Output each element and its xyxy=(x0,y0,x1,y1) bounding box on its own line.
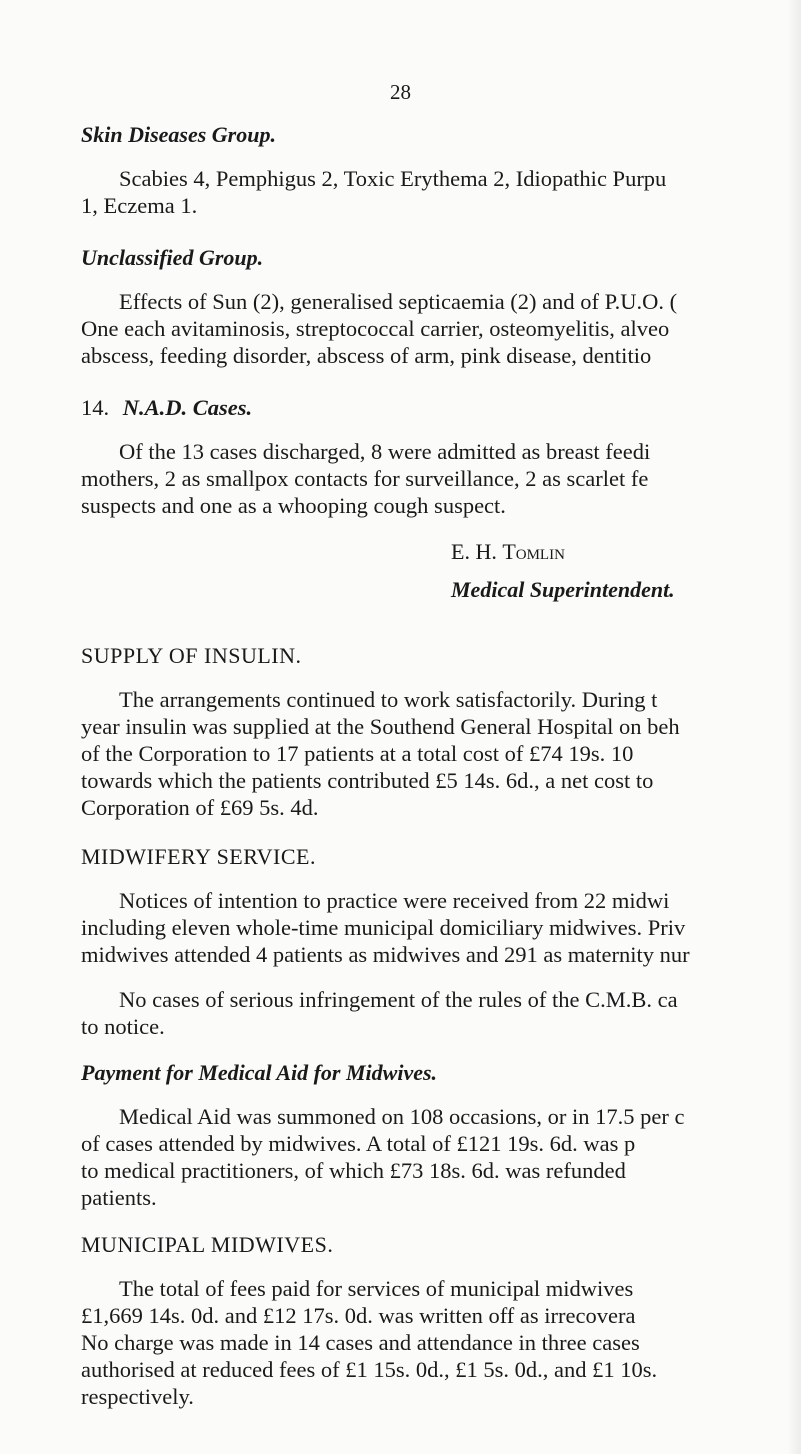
midwifery-line-2: including eleven whole-time municipal domiciliary midwives. Priv xyxy=(81,915,686,940)
insulin-line-3: of the Corporation to 17 patients at a total cost of £74 19s. 10 xyxy=(81,741,634,766)
nad-line-3: suspects and one as a whooping cough suspect. xyxy=(81,493,506,518)
unclassified-line-1: Effects of Sun (2), generalised septicaemia (2) and of P.U.O. ( xyxy=(119,289,678,314)
nad-heading-number: 14. xyxy=(81,395,110,420)
midwifery-line-3: midwives attended 4 patients as midwives and 291 as maternity nur xyxy=(81,942,690,967)
nad-line-1: Of the 13 cases discharged, 8 were admitted as breast feedi xyxy=(119,439,651,464)
insulin-heading: SUPPLY OF INSULIN. xyxy=(81,643,302,668)
skin-line-2: 1, Eczema 1. xyxy=(81,193,198,218)
unclassified-line-2: One each avitaminosis, streptococcal carrier, osteomyelitis, alveo xyxy=(81,316,670,341)
municipal-heading: MUNICIPAL MIDWIVES. xyxy=(81,1232,334,1257)
signature-name xyxy=(451,539,565,565)
municipal-line-2: £1,669 14s. 0d. and £12 17s. 0d. was written off as irrecovera xyxy=(81,1303,636,1328)
insulin-line-5: Corporation of £69 5s. 4d. xyxy=(81,795,319,820)
insulin-line-4: towards which the patients contributed £5 14s. 6d., a net cost to xyxy=(81,768,654,793)
payment-line-4: patients. xyxy=(81,1185,157,1210)
municipal-line-4: authorised at reduced fees of £1 15s. 0d., £1 5s. 0d., and £1 10s. xyxy=(81,1357,658,1382)
payment-heading: Payment for Medical Aid for Midwives. xyxy=(81,1060,438,1085)
municipal-line-5: respectively. xyxy=(81,1384,194,1409)
payment-line-3: to medical practitioners, of which £73 18s. 6d. was refunded xyxy=(81,1158,626,1183)
skin-line-1: Scabies 4, Pemphigus 2, Toxic Erythema 2, Idiopathic Purpu xyxy=(119,166,667,191)
page-number: 28 xyxy=(390,80,411,104)
signature-title: Medical Superintendent. xyxy=(451,577,675,602)
municipal-line-1: The total of fees paid for services of municipal midwives xyxy=(119,1276,634,1301)
payment-line-2: of cases attended by midwives. A total of £121 19s. 6d. was p xyxy=(81,1131,636,1156)
midwifery-line-4: No cases of serious infringement of the rules of the C.M.B. ca xyxy=(119,987,678,1012)
nad-heading-row xyxy=(81,395,252,421)
insulin-line-1: The arrangements continued to work satisfactorily. During t xyxy=(119,687,658,712)
unclassified-heading: Unclassified Group. xyxy=(81,245,264,270)
unclassified-line-3: abscess, feeding disorder, abscess of arm, pink disease, dentitio xyxy=(81,343,652,368)
payment-line-1: Medical Aid was summoned on 108 occasions, or in 17.5 per c xyxy=(119,1104,685,1129)
skin-diseases-heading: Skin Diseases Group. xyxy=(81,122,276,147)
midwifery-heading: MIDWIFERY SERVICE. xyxy=(81,844,316,869)
signature-initials: E. H. xyxy=(451,539,497,564)
municipal-line-3: No charge was made in 14 cases and attendance in three cases xyxy=(81,1330,640,1355)
signature-surname: Tomlin xyxy=(502,539,565,564)
midwifery-line-1: Notices of intention to practice were received from 22 midwi xyxy=(119,888,670,913)
midwifery-line-5: to notice. xyxy=(81,1014,165,1039)
page-edge-shadow xyxy=(787,0,801,1454)
nad-heading: N.A.D. Cases. xyxy=(122,395,253,420)
insulin-line-2: year insulin was supplied at the Southend General Hospital on beh xyxy=(81,714,680,739)
nad-line-2: mothers, 2 as smallpox contacts for surveillance, 2 as scarlet fe xyxy=(81,466,649,491)
